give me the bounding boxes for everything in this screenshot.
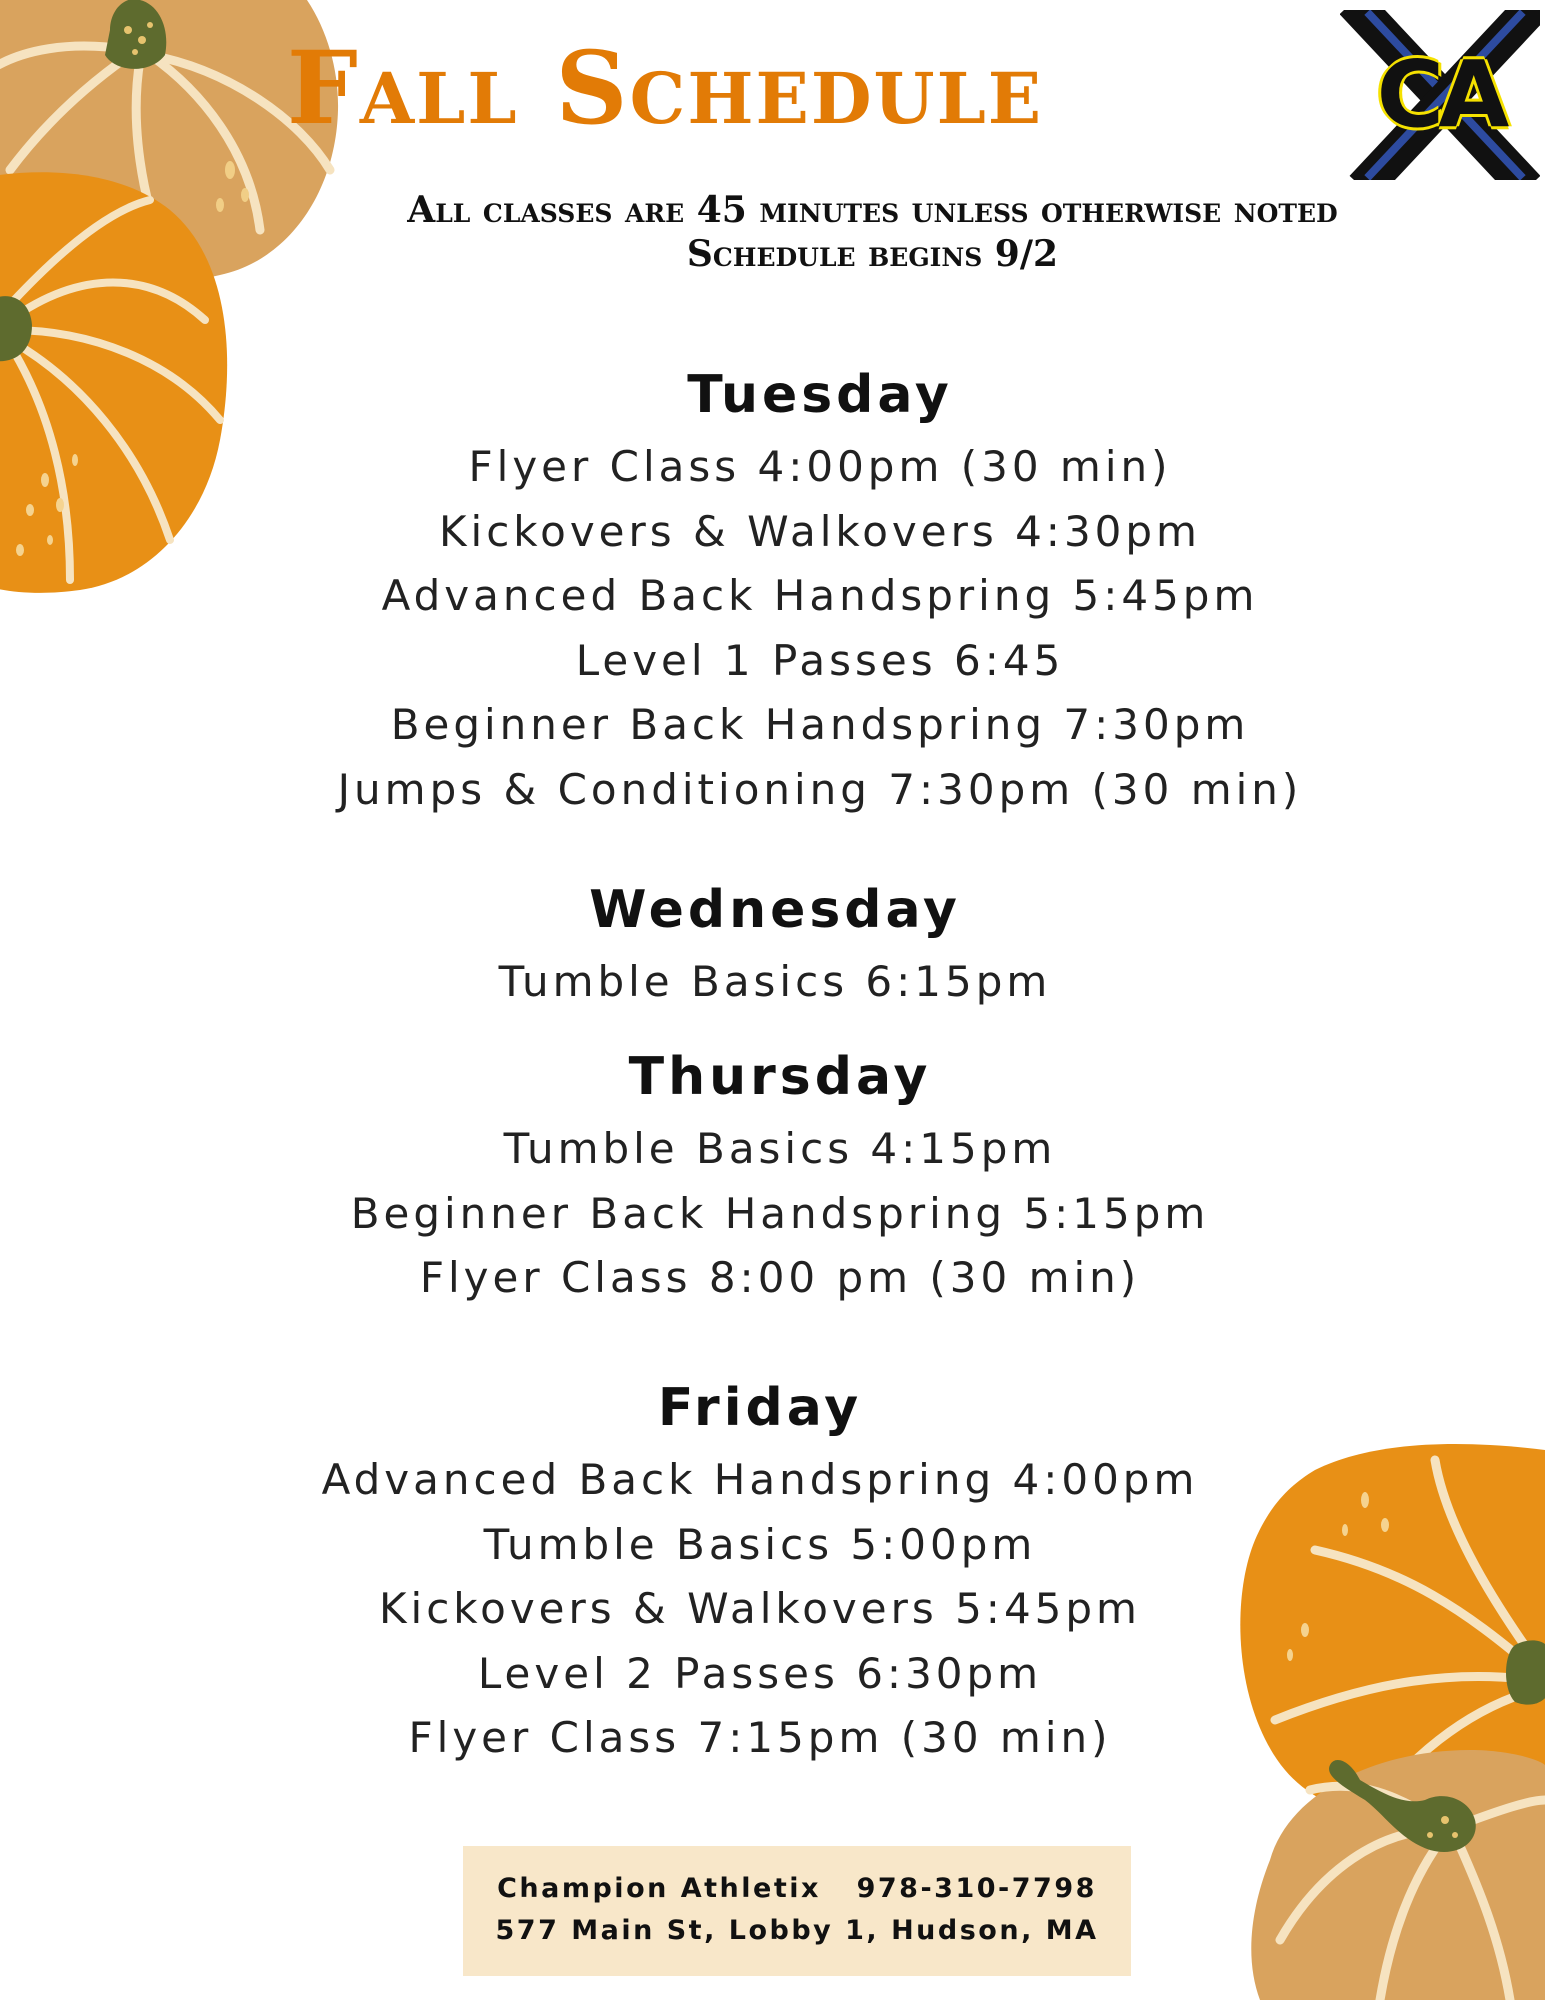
class-list-wednesday (275, 950, 1275, 1015)
business-name: Champion Athletix (497, 1873, 821, 1904)
contact-info-box (463, 1846, 1131, 1976)
class-item: Flyer Class 4:00pm (30 min) (468, 442, 1172, 491)
day-heading-tuesday: Tuesday (687, 365, 953, 425)
day-heading-wednesday: Wednesday (589, 880, 961, 940)
class-item: Kickovers & Walkovers 5:45pm (379, 1584, 1141, 1633)
class-item: Tumble Basics 4:15pm (503, 1124, 1057, 1173)
class-list-tuesday (220, 435, 1420, 822)
subtitle-start-date: Schedule begins 9/2 (686, 233, 1059, 275)
class-item: Kickovers & Walkovers 4:30pm (439, 506, 1201, 556)
address: 577 Main St, Lobby 1, Hudson, MA (495, 1915, 1099, 1946)
page-title: Fall Schedule (286, 29, 1044, 147)
class-item: Flyer Class 8:00 pm (30 min) (419, 1253, 1141, 1302)
class-item: Tumble Basics 5:00pm (483, 1519, 1037, 1569)
class-list-thursday (280, 1117, 1280, 1311)
class-item: Flyer Class 7:15pm (30 min) (408, 1713, 1112, 1762)
class-item: Advanced Back Handspring 4:00pm (321, 1455, 1199, 1504)
pumpkin-bottom-right-front-icon (1240, 1740, 1545, 2000)
class-item: Tumble Basics 6:15pm (498, 957, 1052, 1006)
day-heading-thursday: Thursday (628, 1047, 932, 1107)
class-item: Level 2 Passes 6:30pm (477, 1648, 1043, 1698)
contact-line-1 (463, 1846, 1131, 1910)
class-item: Advanced Back Handspring 5:45pm (381, 571, 1259, 620)
class-item: Beginner Back Handspring 7:30pm (390, 700, 1250, 749)
class-item: Level 1 Passes 6:45 (575, 635, 1065, 685)
class-item: Beginner Back Handspring 5:15pm (350, 1188, 1210, 1238)
class-item: Jumps & Conditioning 7:30pm (30 min) (337, 764, 1303, 814)
subtitle-duration-note: All classes are 45 minutes unless otherwise noted (407, 189, 1338, 231)
class-list-friday (160, 1448, 1360, 1771)
pumpkin-top-left-front-icon (0, 160, 240, 600)
phone-number: 978-310-7798 (856, 1873, 1097, 1904)
day-heading-friday: Friday (657, 1378, 863, 1438)
logo-letters: CA (1376, 41, 1504, 148)
champion-athletix-logo (1340, 10, 1540, 180)
